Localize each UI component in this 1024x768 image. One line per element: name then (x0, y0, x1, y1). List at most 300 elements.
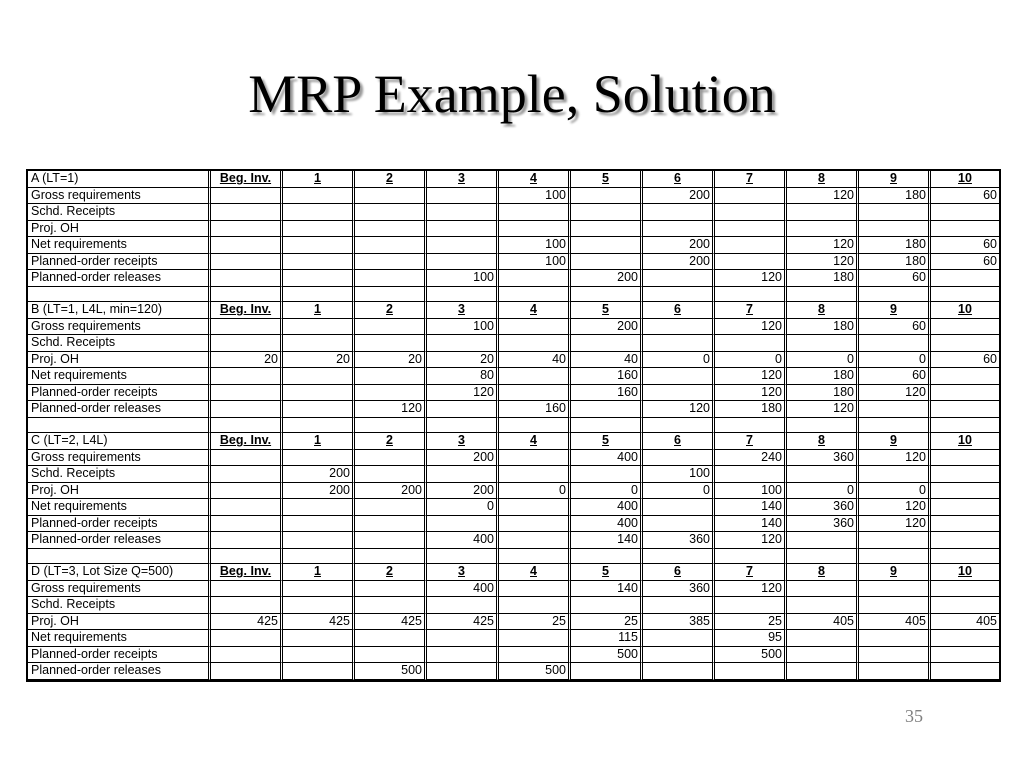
row-label: Proj. OH (28, 614, 211, 631)
value-cell: 360 (787, 450, 859, 467)
value-cell (499, 204, 571, 221)
value-cell: 180 (859, 237, 931, 254)
value-cell (931, 516, 999, 533)
value-cell: 360 (643, 532, 715, 549)
row-label: Schd. Receipts (28, 204, 211, 221)
row-label: Proj. OH (28, 221, 211, 238)
value-cell: 25 (499, 614, 571, 631)
value-cell: 100 (427, 270, 499, 287)
empty-cell (427, 549, 499, 565)
value-cell (931, 597, 999, 614)
row-label: Schd. Receipts (28, 597, 211, 614)
value-cell (427, 630, 499, 647)
value-cell (211, 270, 283, 287)
period-header: 7 (715, 171, 787, 188)
value-cell: 425 (283, 614, 355, 631)
value-cell: 120 (715, 368, 787, 385)
period-header: 10 (931, 564, 999, 581)
value-cell (355, 581, 427, 598)
table-row (28, 237, 999, 254)
value-cell: 60 (859, 319, 931, 336)
value-cell (643, 335, 715, 352)
value-cell (355, 188, 427, 205)
value-cell: 0 (499, 483, 571, 500)
table-row (28, 597, 999, 614)
section-name: A (LT=1) (28, 171, 211, 188)
row-label: Proj. OH (28, 483, 211, 500)
period-header: 5 (571, 433, 643, 450)
empty-cell (211, 287, 283, 303)
value-cell: 0 (859, 483, 931, 500)
period-header: 6 (643, 302, 715, 319)
value-cell (427, 204, 499, 221)
period-header: 4 (499, 302, 571, 319)
value-cell: 100 (427, 319, 499, 336)
value-cell (427, 647, 499, 664)
value-cell: 60 (859, 270, 931, 287)
value-cell: 120 (859, 450, 931, 467)
value-cell: 40 (571, 352, 643, 369)
empty-cell (283, 549, 355, 565)
value-cell (355, 385, 427, 402)
period-header: 2 (355, 302, 427, 319)
value-cell (283, 319, 355, 336)
period-header: 10 (931, 171, 999, 188)
value-cell (283, 630, 355, 647)
section-spacer-row (28, 418, 999, 434)
value-cell (571, 466, 643, 483)
value-cell (211, 581, 283, 598)
value-cell (715, 466, 787, 483)
value-cell (211, 221, 283, 238)
empty-cell (211, 549, 283, 565)
value-cell (355, 221, 427, 238)
value-cell: 360 (643, 581, 715, 598)
value-cell (283, 221, 355, 238)
period-header: 9 (859, 564, 931, 581)
value-cell: 100 (643, 466, 715, 483)
table-row (28, 466, 999, 483)
value-cell (499, 466, 571, 483)
row-label: Planned-order receipts (28, 647, 211, 664)
empty-cell (931, 287, 999, 303)
value-cell (571, 221, 643, 238)
table-row (28, 581, 999, 598)
value-cell (355, 532, 427, 549)
period-header: 10 (931, 302, 999, 319)
value-cell (571, 663, 643, 680)
value-cell (643, 368, 715, 385)
value-cell (787, 663, 859, 680)
value-cell: 100 (715, 483, 787, 500)
value-cell (283, 335, 355, 352)
value-cell (211, 385, 283, 402)
value-cell (715, 335, 787, 352)
period-header: 3 (427, 564, 499, 581)
beginning-inventory-header: Beg. Inv. (211, 302, 283, 319)
value-cell (787, 532, 859, 549)
period-header: 6 (643, 171, 715, 188)
value-cell: 160 (499, 401, 571, 418)
value-cell: 200 (355, 483, 427, 500)
value-cell (571, 254, 643, 271)
row-label: Planned-order releases (28, 270, 211, 287)
table-row (28, 221, 999, 238)
mrp-table (26, 169, 1001, 682)
table-row (28, 532, 999, 549)
value-cell (787, 581, 859, 598)
section-header-row (28, 564, 999, 581)
value-cell (571, 401, 643, 418)
value-cell (355, 499, 427, 516)
value-cell: 140 (571, 581, 643, 598)
empty-cell (355, 549, 427, 565)
period-header: 9 (859, 302, 931, 319)
value-cell: 100 (499, 237, 571, 254)
value-cell (859, 335, 931, 352)
empty-cell (715, 287, 787, 303)
value-cell (499, 368, 571, 385)
period-header: 3 (427, 433, 499, 450)
period-header: 6 (643, 564, 715, 581)
period-header: 3 (427, 171, 499, 188)
row-label: Net requirements (28, 499, 211, 516)
value-cell (499, 319, 571, 336)
value-cell (355, 237, 427, 254)
empty-cell (499, 287, 571, 303)
value-cell (499, 597, 571, 614)
value-cell: 425 (355, 614, 427, 631)
value-cell: 200 (283, 466, 355, 483)
value-cell (715, 204, 787, 221)
beginning-inventory-header: Beg. Inv. (211, 564, 283, 581)
value-cell: 60 (931, 352, 999, 369)
value-cell: 20 (283, 352, 355, 369)
value-cell (643, 663, 715, 680)
value-cell (787, 630, 859, 647)
row-label: Gross requirements (28, 188, 211, 205)
empty-cell (859, 287, 931, 303)
empty-cell (211, 418, 283, 434)
value-cell (931, 335, 999, 352)
value-cell (427, 516, 499, 533)
value-cell (499, 532, 571, 549)
value-cell (931, 450, 999, 467)
period-header: 5 (571, 171, 643, 188)
value-cell (787, 221, 859, 238)
value-cell (931, 663, 999, 680)
value-cell (931, 466, 999, 483)
value-cell (355, 466, 427, 483)
value-cell (931, 647, 999, 664)
value-cell (283, 581, 355, 598)
value-cell (283, 499, 355, 516)
value-cell (355, 368, 427, 385)
value-cell (499, 450, 571, 467)
beginning-inventory-header: Beg. Inv. (211, 433, 283, 450)
row-label: Planned-order receipts (28, 516, 211, 533)
empty-cell (499, 549, 571, 565)
period-header: 7 (715, 564, 787, 581)
empty-cell (355, 418, 427, 434)
table-row (28, 516, 999, 533)
value-cell: 180 (787, 368, 859, 385)
value-cell (931, 630, 999, 647)
row-label: Gross requirements (28, 581, 211, 598)
section-header-row (28, 302, 999, 319)
beginning-inventory-header: Beg. Inv. (211, 171, 283, 188)
value-cell (643, 597, 715, 614)
period-header: 7 (715, 433, 787, 450)
value-cell: 200 (571, 270, 643, 287)
value-cell: 60 (931, 237, 999, 254)
row-label: Planned-order releases (28, 532, 211, 549)
section-name: B (LT=1, L4L, min=120) (28, 302, 211, 319)
value-cell: 180 (787, 385, 859, 402)
value-cell: 200 (571, 319, 643, 336)
empty-cell (571, 287, 643, 303)
empty-cell (859, 418, 931, 434)
value-cell: 360 (787, 516, 859, 533)
value-cell (715, 597, 787, 614)
value-cell: 120 (787, 401, 859, 418)
value-cell: 60 (931, 188, 999, 205)
row-label: Net requirements (28, 368, 211, 385)
section-spacer-row (28, 549, 999, 565)
value-cell: 120 (715, 319, 787, 336)
value-cell (355, 254, 427, 271)
value-cell: 160 (571, 368, 643, 385)
value-cell (283, 385, 355, 402)
value-cell (859, 630, 931, 647)
value-cell: 0 (643, 483, 715, 500)
period-header: 4 (499, 171, 571, 188)
value-cell (643, 319, 715, 336)
value-cell (931, 499, 999, 516)
value-cell (931, 401, 999, 418)
value-cell (643, 270, 715, 287)
section-name: D (LT=3, Lot Size Q=500) (28, 564, 211, 581)
period-header: 4 (499, 433, 571, 450)
value-cell (499, 630, 571, 647)
table-row (28, 352, 999, 369)
value-cell (211, 597, 283, 614)
value-cell: 120 (859, 516, 931, 533)
empty-cell (787, 418, 859, 434)
value-cell (283, 368, 355, 385)
empty-cell (931, 549, 999, 565)
value-cell (355, 647, 427, 664)
value-cell: 180 (715, 401, 787, 418)
value-cell: 120 (643, 401, 715, 418)
value-cell: 120 (715, 532, 787, 549)
value-cell (211, 401, 283, 418)
table-row (28, 401, 999, 418)
value-cell (787, 466, 859, 483)
value-cell (211, 368, 283, 385)
value-cell (283, 532, 355, 549)
table-row (28, 188, 999, 205)
value-cell (355, 597, 427, 614)
period-header: 5 (571, 302, 643, 319)
value-cell (931, 319, 999, 336)
value-cell (283, 188, 355, 205)
table-row (28, 270, 999, 287)
period-header: 7 (715, 302, 787, 319)
section-header-row (28, 171, 999, 188)
empty-cell (931, 418, 999, 434)
value-cell: 400 (571, 450, 643, 467)
value-cell (859, 581, 931, 598)
value-cell (715, 663, 787, 680)
value-cell: 180 (859, 254, 931, 271)
value-cell (931, 221, 999, 238)
value-cell (715, 254, 787, 271)
value-cell: 120 (859, 499, 931, 516)
row-label: Gross requirements (28, 450, 211, 467)
empty-cell (283, 418, 355, 434)
value-cell (283, 516, 355, 533)
slide-title: MRP Example, Solution (248, 64, 776, 124)
value-cell: 425 (211, 614, 283, 631)
value-cell (211, 335, 283, 352)
value-cell (355, 335, 427, 352)
row-label: Schd. Receipts (28, 335, 211, 352)
value-cell (211, 499, 283, 516)
value-cell: 200 (643, 188, 715, 205)
table-row (28, 335, 999, 352)
value-cell: 120 (787, 188, 859, 205)
value-cell: 25 (571, 614, 643, 631)
value-cell (211, 630, 283, 647)
value-cell: 120 (859, 385, 931, 402)
value-cell: 40 (499, 352, 571, 369)
value-cell (643, 647, 715, 664)
value-cell (571, 188, 643, 205)
value-cell (787, 335, 859, 352)
value-cell (859, 663, 931, 680)
value-cell (931, 581, 999, 598)
value-cell (355, 319, 427, 336)
value-cell (643, 204, 715, 221)
value-cell (283, 597, 355, 614)
value-cell: 120 (427, 385, 499, 402)
value-cell (355, 630, 427, 647)
mrp-table-body (28, 171, 999, 680)
empty-cell (28, 287, 211, 303)
page-number: 35 (905, 706, 923, 726)
row-label: Net requirements (28, 237, 211, 254)
value-cell (499, 221, 571, 238)
value-cell: 20 (211, 352, 283, 369)
value-cell: 0 (787, 483, 859, 500)
value-cell: 400 (571, 499, 643, 516)
value-cell: 425 (427, 614, 499, 631)
value-cell: 120 (787, 237, 859, 254)
value-cell (571, 204, 643, 221)
empty-cell (787, 287, 859, 303)
value-cell: 0 (787, 352, 859, 369)
period-header: 1 (283, 433, 355, 450)
value-cell: 405 (859, 614, 931, 631)
period-header: 2 (355, 433, 427, 450)
value-cell (355, 450, 427, 467)
value-cell: 180 (859, 188, 931, 205)
table-row (28, 630, 999, 647)
empty-cell (643, 549, 715, 565)
value-cell (643, 516, 715, 533)
value-cell (643, 450, 715, 467)
period-header: 9 (859, 171, 931, 188)
value-cell (283, 204, 355, 221)
value-cell (283, 647, 355, 664)
value-cell: 120 (787, 254, 859, 271)
value-cell: 200 (427, 450, 499, 467)
value-cell (931, 532, 999, 549)
value-cell (499, 385, 571, 402)
value-cell: 500 (499, 663, 571, 680)
value-cell (643, 385, 715, 402)
period-header: 2 (355, 564, 427, 581)
value-cell: 80 (427, 368, 499, 385)
period-header: 8 (787, 564, 859, 581)
value-cell (715, 188, 787, 205)
empty-cell (643, 418, 715, 434)
table-row (28, 204, 999, 221)
value-cell (931, 270, 999, 287)
value-cell: 500 (355, 663, 427, 680)
value-cell: 200 (643, 254, 715, 271)
value-cell: 140 (715, 499, 787, 516)
value-cell (211, 663, 283, 680)
value-cell (859, 532, 931, 549)
empty-cell (715, 418, 787, 434)
value-cell (643, 221, 715, 238)
empty-cell (427, 418, 499, 434)
value-cell (931, 385, 999, 402)
value-cell: 0 (859, 352, 931, 369)
period-header: 1 (283, 302, 355, 319)
value-cell (859, 221, 931, 238)
empty-cell (355, 287, 427, 303)
row-label: Schd. Receipts (28, 466, 211, 483)
value-cell: 385 (643, 614, 715, 631)
value-cell (859, 466, 931, 483)
value-cell (931, 483, 999, 500)
value-cell: 120 (715, 270, 787, 287)
value-cell: 120 (715, 385, 787, 402)
empty-cell (283, 287, 355, 303)
value-cell: 405 (787, 614, 859, 631)
empty-cell (643, 287, 715, 303)
value-cell: 500 (715, 647, 787, 664)
value-cell (283, 270, 355, 287)
empty-cell (715, 549, 787, 565)
value-cell: 60 (931, 254, 999, 271)
value-cell (211, 516, 283, 533)
empty-cell (427, 287, 499, 303)
row-label: Planned-order receipts (28, 254, 211, 271)
value-cell (283, 450, 355, 467)
value-cell (211, 483, 283, 500)
table-row (28, 254, 999, 271)
value-cell (787, 204, 859, 221)
table-row (28, 385, 999, 402)
value-cell (571, 237, 643, 254)
value-cell (211, 237, 283, 254)
table-row (28, 368, 999, 385)
value-cell (283, 254, 355, 271)
